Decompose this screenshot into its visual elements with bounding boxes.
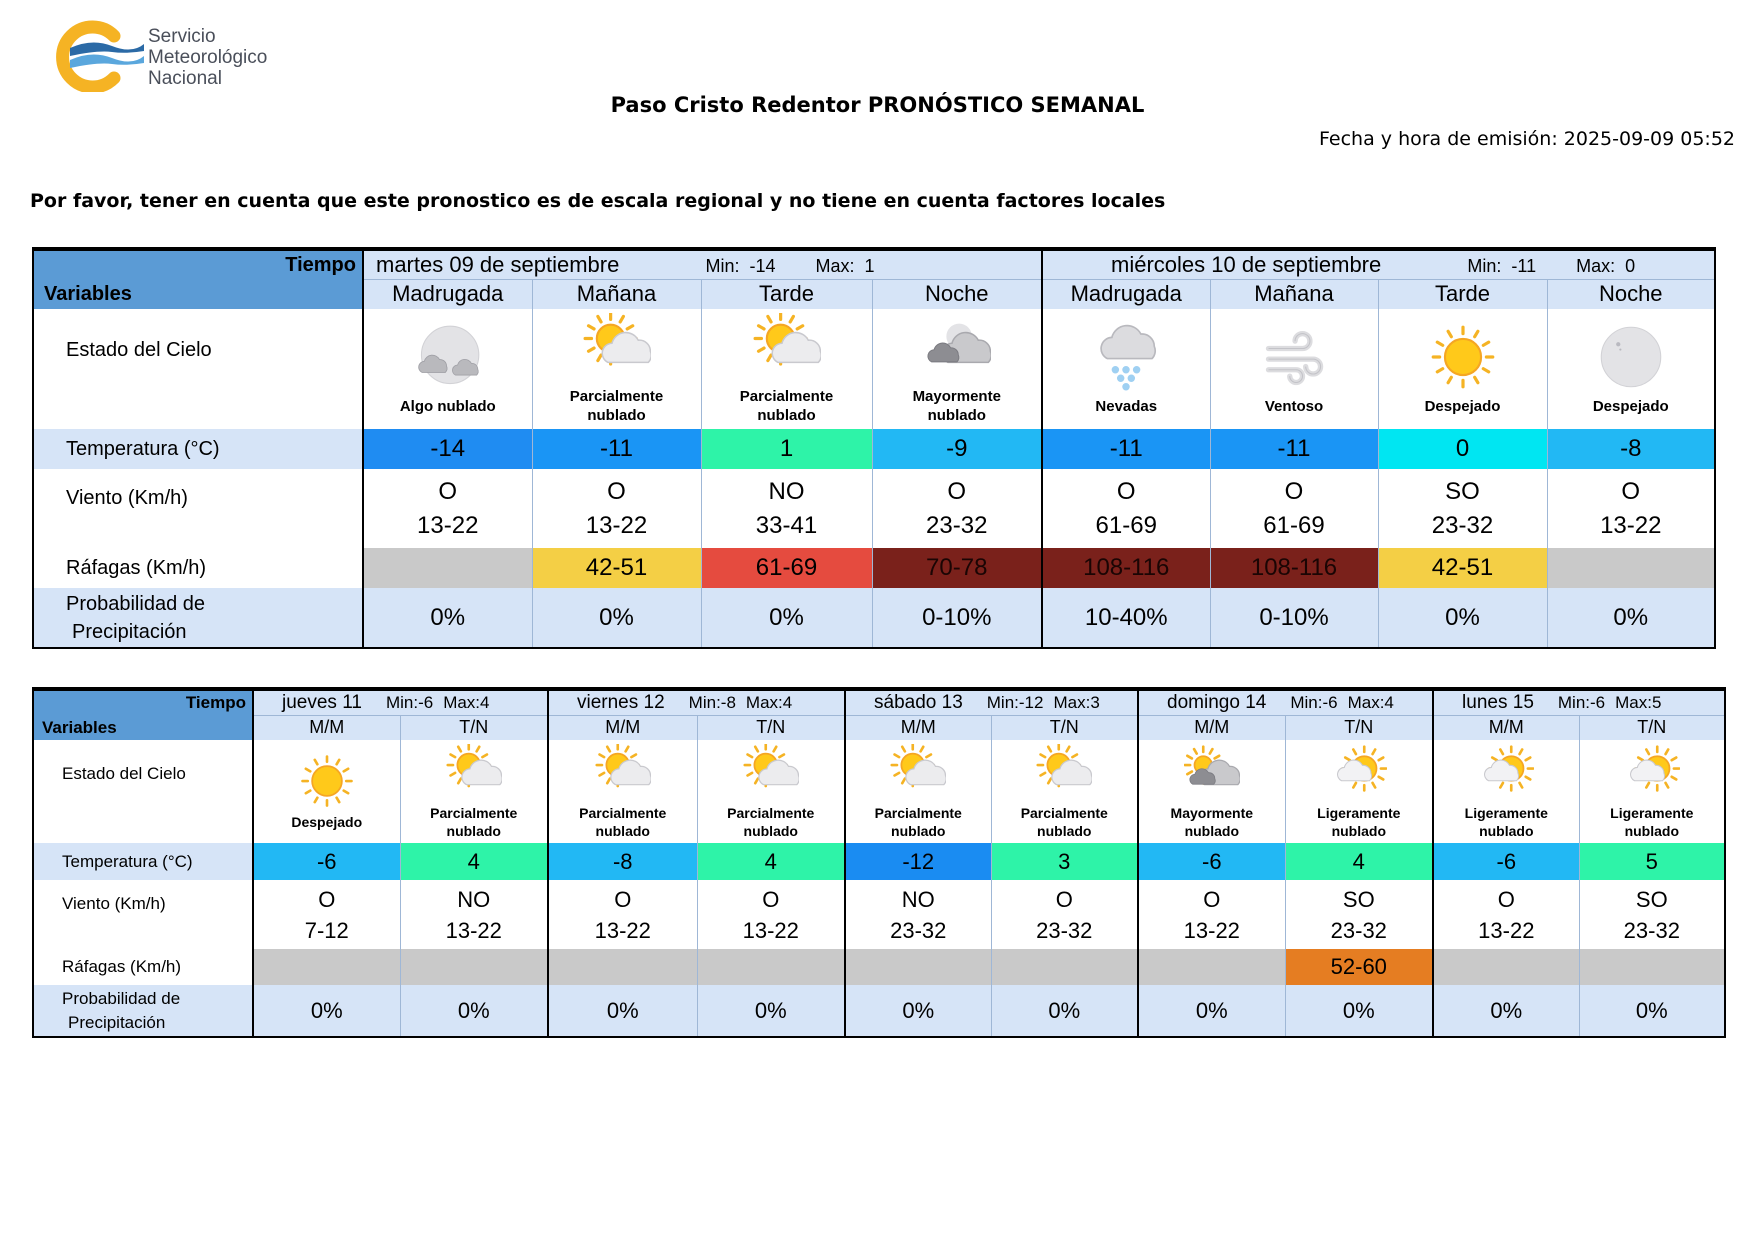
day-min: -6 <box>418 692 434 712</box>
wind-direction: O <box>1621 477 1641 505</box>
wind-cell <box>1378 469 1547 548</box>
partly-cloudy-icon <box>1036 744 1092 800</box>
wind-cell <box>697 880 845 949</box>
wind-direction: O <box>607 477 626 505</box>
wind-direction: O <box>1055 886 1073 912</box>
mostly-cloudy-icon <box>1184 744 1240 800</box>
min-label: Min: <box>1467 255 1502 276</box>
day-name: domingo 14 <box>1167 691 1267 713</box>
temperature-cell: -11 <box>1042 429 1210 469</box>
sky-text: nublado <box>743 822 798 839</box>
max-label: Max: <box>1053 692 1091 712</box>
sky-text: Parcialmente <box>579 804 667 821</box>
gust-cell: 42-51 <box>1378 548 1547 588</box>
sky-description <box>533 387 701 425</box>
sky-cell <box>991 740 1138 843</box>
day-name: miércoles 10 de septiembre <box>1111 251 1382 277</box>
wind-speed: 23-32 <box>1036 917 1093 943</box>
day-name: jueves 11 <box>282 691 362 713</box>
temperature-cell: -11 <box>532 429 701 469</box>
smn-logo-icon <box>52 20 144 92</box>
wind-cell <box>253 880 400 949</box>
sun-icon <box>299 753 355 809</box>
sky-text: Parcialmente <box>874 804 962 821</box>
wind-cell <box>1433 880 1579 949</box>
sky-description <box>992 804 1138 840</box>
emission-timestamp: Fecha y hora de emisión: 2025-09-09 05:52 <box>1319 128 1735 150</box>
sky-cell <box>1210 309 1378 429</box>
sky-text: Nevadas <box>1095 397 1158 415</box>
day-min: -12 <box>1018 692 1044 712</box>
temperature-cell: -8 <box>548 843 697 880</box>
precip-prob-cell: 0-10% <box>872 588 1042 648</box>
wind-speed: 13-22 <box>1478 917 1535 943</box>
gust-cell <box>1579 949 1725 985</box>
logo-text <box>148 26 267 89</box>
gust-cell <box>1433 949 1579 985</box>
wind-cell <box>991 880 1138 949</box>
night-mostly-cloudy-icon <box>923 313 991 381</box>
wind-cell <box>845 880 991 949</box>
sky-description <box>1211 397 1378 416</box>
period-header: Noche <box>1547 279 1715 309</box>
wind-direction: O <box>762 886 780 912</box>
wind-speed: 61-69 <box>1263 511 1325 539</box>
prob-label-line: Probabilidad de <box>62 988 181 1008</box>
sky-cell <box>532 309 701 429</box>
precip-prob-cell: 0% <box>845 985 991 1037</box>
sky-description <box>1580 804 1725 840</box>
day-header <box>1138 689 1433 715</box>
temp-label: Temperatura (°C) <box>33 429 363 469</box>
wind-speed: 13-22 <box>1600 511 1662 539</box>
sky-cell <box>845 740 991 843</box>
sky-cell <box>548 740 697 843</box>
prob-label-line: Precipitación <box>72 620 187 643</box>
sky-text: Ligeramente <box>1317 804 1401 821</box>
sky-cell <box>1138 740 1285 843</box>
moon-icon <box>1597 323 1665 391</box>
sky-text: nublado <box>1479 822 1534 839</box>
gust-cell <box>548 949 697 985</box>
forecast-table-week2 <box>32 687 1726 1038</box>
wind-icon <box>1260 323 1328 391</box>
sun-icon <box>1429 323 1497 391</box>
smn-logo <box>52 16 312 92</box>
wind-direction: NO <box>457 886 491 912</box>
cloud-sun-icon <box>1331 744 1387 800</box>
temperature-cell: -9 <box>872 429 1042 469</box>
wind-speed: 13-22 <box>585 511 648 539</box>
max-label: Max: <box>1615 692 1652 712</box>
min-label: Min: <box>705 255 740 276</box>
sky-cell <box>1285 740 1433 843</box>
wind-speed: 33-41 <box>755 511 818 539</box>
period-header: M/M <box>253 715 400 740</box>
day-min: -8 <box>720 692 736 712</box>
wind-direction: O <box>1497 886 1515 912</box>
gust-cell: 52-60 <box>1285 949 1433 985</box>
sky-cell <box>1547 309 1715 429</box>
min-label: Min: <box>1290 692 1323 712</box>
max-label: Max: <box>1347 692 1385 712</box>
sky-cell <box>1433 740 1579 843</box>
sky-text: Mayormente <box>1170 804 1254 821</box>
period-header: Mañana <box>1210 279 1378 309</box>
wind-cell <box>363 469 532 548</box>
temperature-cell: 4 <box>1285 843 1433 880</box>
sky-description <box>549 804 697 840</box>
partly-cloudy-icon <box>595 744 651 800</box>
precip-prob-cell: 0% <box>532 588 701 648</box>
sky-text: nublado <box>446 822 501 839</box>
sky-label: Estado del Cielo <box>33 740 253 843</box>
partly-cloudy-icon <box>890 744 946 800</box>
tiempo-label: Tiempo <box>33 689 253 715</box>
precip-prob-cell: 0% <box>1579 985 1725 1037</box>
temperature-cell: 3 <box>991 843 1138 880</box>
sky-description <box>1043 397 1210 416</box>
max-label: Max: <box>745 692 783 712</box>
gust-cell <box>845 949 991 985</box>
min-label: Min: <box>385 692 419 712</box>
sky-description <box>1434 804 1579 840</box>
period-header: Tarde <box>1378 279 1547 309</box>
day-max: 4 <box>480 692 490 712</box>
cloud-sun-icon <box>1478 744 1534 800</box>
sky-text: nublado <box>757 407 816 424</box>
sky-text: nublado <box>927 407 986 424</box>
partly-cloudy-icon <box>753 313 821 381</box>
period-header: T/N <box>991 715 1138 740</box>
temperature-cell: -6 <box>1138 843 1285 880</box>
day-max: 1 <box>864 255 875 276</box>
gust-label: Ráfagas (Km/h) <box>33 949 253 985</box>
wind-cell <box>548 880 697 949</box>
wind-cell <box>1042 469 1210 548</box>
partly-cloudy-icon <box>583 313 651 381</box>
precip-prob-cell: 0% <box>363 588 532 648</box>
sky-text: nublado <box>587 407 646 424</box>
temperature-cell: 1 <box>701 429 872 469</box>
temperature-cell: -6 <box>253 843 400 880</box>
min-label: Min: <box>688 692 721 712</box>
sky-cell <box>1378 309 1547 429</box>
wind-cell <box>532 469 701 548</box>
wind-direction: NO <box>901 886 935 912</box>
temperature-cell: -12 <box>845 843 991 880</box>
logo-line: Nacional <box>148 68 222 89</box>
wind-speed: 13-22 <box>594 917 651 943</box>
precip-prob-cell: 0-10% <box>1210 588 1378 648</box>
gust-cell: 108-116 <box>1042 548 1210 588</box>
wind-speed: 13-22 <box>742 917 799 943</box>
day-header <box>253 689 548 715</box>
sky-text: nublado <box>1184 822 1239 839</box>
wind-speed: 61-69 <box>1095 511 1157 539</box>
prob-label <box>33 985 253 1037</box>
sky-text: Ligeramente <box>1464 804 1548 821</box>
sky-description <box>254 813 400 831</box>
sky-cell <box>400 740 548 843</box>
gust-cell <box>697 949 845 985</box>
prob-label-line: Probabilidad de <box>66 592 205 615</box>
sky-description <box>702 387 872 425</box>
partly-cloudy-icon <box>446 744 502 800</box>
sky-text: nublado <box>595 822 650 839</box>
period-header: Noche <box>872 279 1042 309</box>
precip-prob-cell: 0% <box>1138 985 1285 1037</box>
period-header: M/M <box>1138 715 1285 740</box>
sky-text: Ligeramente <box>1610 804 1694 821</box>
day-header <box>1433 689 1725 715</box>
sky-description <box>364 397 532 416</box>
gust-label: Ráfagas (Km/h) <box>33 548 363 588</box>
wind-direction: O <box>318 886 336 912</box>
temperature-cell: 4 <box>400 843 548 880</box>
day-header <box>1042 249 1715 279</box>
sky-description <box>401 804 548 840</box>
sky-cell <box>701 309 872 429</box>
sky-text: Algo nublado <box>399 397 496 415</box>
max-label: Max: <box>443 692 481 712</box>
wind-direction: O <box>1284 477 1304 505</box>
sky-description <box>1379 397 1547 416</box>
day-header <box>845 689 1138 715</box>
wind-cell <box>872 469 1042 548</box>
precip-prob-cell: 0% <box>548 985 697 1037</box>
max-label: Max: <box>815 255 855 276</box>
sky-text: Despejado <box>1424 397 1501 415</box>
period-header: M/M <box>845 715 991 740</box>
sky-text: Parcialmente <box>1020 804 1108 821</box>
day-name: lunes 15 <box>1462 691 1534 713</box>
period-header: Tarde <box>701 279 872 309</box>
snow-icon <box>1092 323 1160 391</box>
sky-description <box>1548 397 1715 416</box>
sky-cell <box>363 309 532 429</box>
period-header: M/M <box>1433 715 1579 740</box>
logo-line: Servicio <box>148 26 216 47</box>
cloud-sun-icon <box>1624 744 1680 800</box>
night-partly-cloudy-icon <box>414 323 482 391</box>
day-min: -11 <box>1511 255 1537 276</box>
sky-description <box>698 804 845 840</box>
wind-direction: O <box>614 886 632 912</box>
temp-label: Temperatura (°C) <box>33 843 253 880</box>
period-header: Madrugada <box>1042 279 1210 309</box>
day-min: -6 <box>1590 692 1606 712</box>
period-header: Madrugada <box>363 279 532 309</box>
wind-cell <box>400 880 548 949</box>
sky-cell <box>253 740 400 843</box>
wind-speed: 13-22 <box>1183 917 1240 943</box>
precip-prob-cell: 0% <box>701 588 872 648</box>
precip-prob-cell: 0% <box>1547 588 1715 648</box>
temperature-cell: 0 <box>1378 429 1547 469</box>
sky-description <box>1139 804 1285 840</box>
period-header: T/N <box>697 715 845 740</box>
wind-direction: SO <box>1342 886 1375 912</box>
temperature-cell: -14 <box>363 429 532 469</box>
wind-direction: O <box>1203 886 1221 912</box>
min-label: Min: <box>1557 692 1591 712</box>
temperature-cell: -8 <box>1547 429 1715 469</box>
day-max: 5 <box>1651 692 1662 712</box>
logo-line: Meteorológico <box>148 47 268 68</box>
prob-label-line: Precipitación <box>68 1012 166 1032</box>
wind-speed: 23-32 <box>1330 917 1387 943</box>
day-name: martes 09 de septiembre <box>376 251 620 277</box>
min-label: Min: <box>986 692 1019 712</box>
day-max: 3 <box>1090 692 1100 712</box>
sky-text: Mayormente <box>912 388 1001 405</box>
sky-label: Estado del Cielo <box>33 309 363 429</box>
wind-speed: 23-32 <box>1623 917 1680 943</box>
day-name: viernes 12 <box>577 691 665 713</box>
day-max: 0 <box>1625 255 1636 276</box>
sky-text: Parcialmente <box>430 804 518 821</box>
sky-text: Despejado <box>291 813 363 830</box>
wind-direction: NO <box>768 477 805 505</box>
forecast-table-week1 <box>32 247 1716 649</box>
gust-cell <box>1547 548 1715 588</box>
variables-label: Variables <box>33 279 363 309</box>
sky-text: Despejado <box>1592 397 1669 415</box>
wind-cell <box>1579 880 1725 949</box>
sky-text: nublado <box>1331 822 1386 839</box>
period-header: T/N <box>1579 715 1725 740</box>
gust-cell <box>253 949 400 985</box>
precip-prob-cell: 0% <box>697 985 845 1037</box>
wind-direction: O <box>438 477 458 505</box>
variables-label: Variables <box>33 715 253 740</box>
day-min: -6 <box>1322 692 1338 712</box>
gust-cell <box>991 949 1138 985</box>
precip-prob-cell: 0% <box>1285 985 1433 1037</box>
sky-description <box>846 804 991 840</box>
wind-label: Viento (Km/h) <box>33 880 253 949</box>
sky-cell <box>872 309 1042 429</box>
wind-speed: 23-32 <box>890 917 947 943</box>
gust-cell: 61-69 <box>701 548 872 588</box>
wind-speed: 7-12 <box>304 917 349 943</box>
temperature-cell: 4 <box>697 843 845 880</box>
wind-cell <box>1138 880 1285 949</box>
sky-text: nublado <box>891 822 946 839</box>
sky-cell <box>1042 309 1210 429</box>
sky-text: Parcialmente <box>569 388 664 405</box>
day-name: sábado 13 <box>874 691 963 713</box>
precip-prob-cell: 10-40% <box>1042 588 1210 648</box>
temperature-cell: 5 <box>1579 843 1725 880</box>
temperature-cell: -6 <box>1433 843 1579 880</box>
wind-direction: O <box>1116 477 1136 505</box>
sky-text: Parcialmente <box>727 804 815 821</box>
gust-cell: 42-51 <box>532 548 701 588</box>
sky-text: Ventoso <box>1264 397 1324 415</box>
wind-direction: SO <box>1635 886 1668 912</box>
period-header: T/N <box>400 715 548 740</box>
day-min: -14 <box>749 255 776 276</box>
sky-cell <box>697 740 845 843</box>
sky-text: nublado <box>1624 822 1680 839</box>
wind-cell <box>701 469 872 548</box>
precip-prob-cell: 0% <box>1378 588 1547 648</box>
partly-cloudy-icon <box>743 744 799 800</box>
regional-notice: Por favor, tener en cuenta que este pronostico es de escala regional y no tiene en cuenta factores locales <box>30 190 1166 212</box>
gust-cell <box>363 548 532 588</box>
max-label: Max: <box>1576 255 1616 276</box>
wind-cell <box>1285 880 1433 949</box>
period-header: M/M <box>548 715 697 740</box>
precip-prob-cell: 0% <box>1433 985 1579 1037</box>
sky-cell <box>1579 740 1725 843</box>
sky-text: Parcialmente <box>739 388 834 405</box>
gust-cell <box>400 949 548 985</box>
wind-speed: 13-22 <box>417 511 479 539</box>
tiempo-label: Tiempo <box>33 249 363 279</box>
page-title: Paso Cristo Redentor PRONÓSTICO SEMANAL <box>610 93 1145 117</box>
wind-speed: 23-32 <box>1431 511 1494 539</box>
wind-direction: O <box>947 477 967 505</box>
wind-speed: 13-22 <box>445 917 502 943</box>
wind-speed: 23-32 <box>926 511 988 539</box>
sky-description <box>1286 804 1433 840</box>
day-max: 4 <box>1384 692 1394 712</box>
sky-description <box>873 387 1042 425</box>
period-header: Mañana <box>532 279 701 309</box>
gust-cell <box>1138 949 1285 985</box>
gust-cell: 70-78 <box>872 548 1042 588</box>
precip-prob-cell: 0% <box>400 985 548 1037</box>
day-max: 4 <box>782 692 793 712</box>
wind-label: Viento (Km/h) <box>33 469 363 548</box>
sky-text: nublado <box>1037 822 1092 839</box>
period-header: T/N <box>1285 715 1433 740</box>
wind-cell <box>1210 469 1378 548</box>
precip-prob-cell: 0% <box>991 985 1138 1037</box>
temperature-cell: -11 <box>1210 429 1378 469</box>
prob-label <box>33 588 363 648</box>
precip-prob-cell: 0% <box>253 985 400 1037</box>
wind-direction: SO <box>1445 477 1480 505</box>
wind-cell <box>1547 469 1715 548</box>
day-header <box>548 689 845 715</box>
gust-cell: 108-116 <box>1210 548 1378 588</box>
day-header <box>363 249 1042 279</box>
